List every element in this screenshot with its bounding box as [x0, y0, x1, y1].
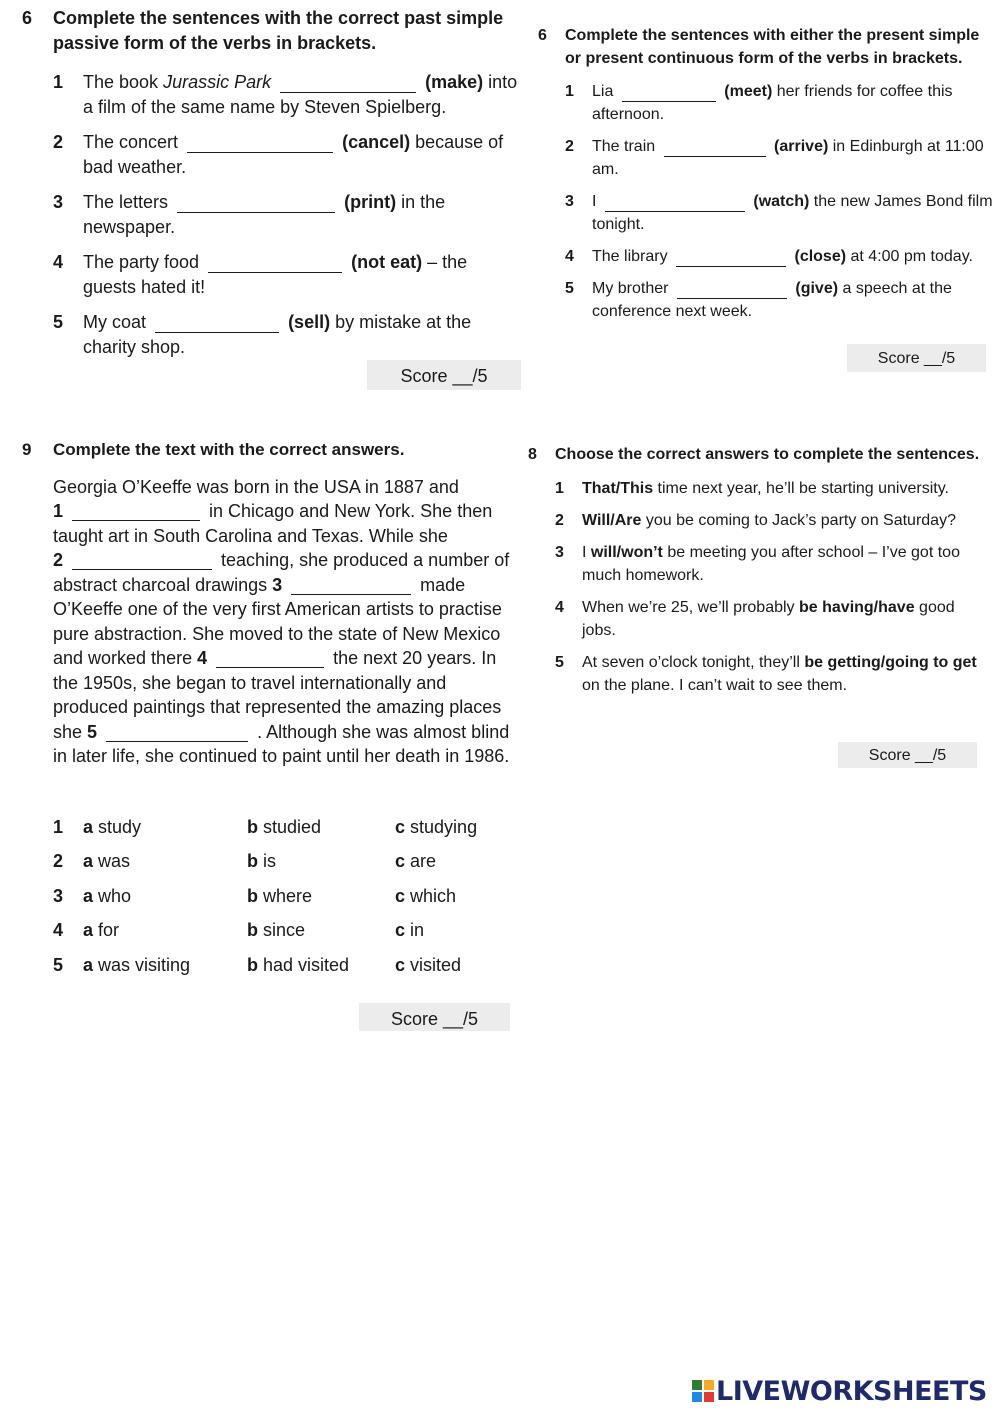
question-number: 3: [53, 192, 64, 212]
option-b[interactable]: [247, 918, 395, 953]
option-letter: a: [83, 885, 94, 906]
question-item: [53, 250, 522, 300]
reading-text: [53, 475, 513, 769]
option-row: [53, 953, 517, 988]
question-text: her friends for coffee this afternoon.: [592, 83, 953, 123]
exercise-number: 6: [538, 27, 547, 44]
question-text: into a film of the same name by Steven Spielberg.: [83, 72, 518, 117]
question-text: The concert: [83, 132, 179, 152]
exercise-past-passive: [22, 6, 522, 370]
exercise-title: Choose the correct answers to complete the sentences.: [555, 446, 980, 463]
option-c[interactable]: [395, 953, 515, 988]
answer-input[interactable]: [177, 194, 335, 213]
question-text: The book: [83, 72, 164, 92]
question-text: because of bad weather.: [83, 132, 504, 177]
exercise-number: 6: [22, 8, 33, 28]
question-number: 4: [565, 248, 574, 265]
exercise-heading: [22, 438, 517, 463]
question-number: 4: [555, 599, 564, 616]
question-text: I: [592, 193, 597, 210]
option-letter: c: [395, 920, 406, 941]
option-a[interactable]: [83, 815, 247, 850]
question-text: on the plane. I can’t wait to see them.: [582, 677, 848, 694]
question-number: 2: [53, 132, 64, 152]
option-letter: c: [395, 851, 406, 872]
option-row: [53, 918, 517, 953]
question-number: 5: [53, 312, 64, 332]
option-number: 5: [53, 954, 64, 975]
question-text: My coat: [83, 312, 147, 332]
option-c[interactable]: [395, 884, 515, 919]
question-item: [53, 130, 522, 180]
logo-text: LIVEWORKSHEETS: [716, 1375, 987, 1407]
gap-input[interactable]: [216, 649, 324, 668]
text-segment: . Although she was almost blind in later life, she continued to paint until her death in 1986.: [53, 721, 510, 766]
option-letter: a: [83, 920, 94, 941]
option-a[interactable]: [83, 953, 247, 988]
option-row: [53, 815, 517, 850]
option-text: are: [410, 851, 437, 872]
question-item: [53, 70, 522, 120]
question-item: [565, 245, 993, 268]
answer-input[interactable]: [187, 134, 333, 153]
question-text: in the newspaper.: [83, 192, 446, 237]
option-c[interactable]: [395, 849, 515, 884]
text-segment: the next 20 years. In the 1950s, she began to travel internationally and produced paintings that represented the amazing places she: [53, 648, 502, 742]
question-text: at 4:00 pm today.: [846, 248, 973, 265]
question-text: a speech at the conference next week.: [592, 280, 952, 320]
question-item: [565, 277, 993, 323]
option-text: who: [98, 885, 132, 906]
question-text: At seven o’clock tonight, they’ll: [582, 654, 805, 671]
exercise-title: Complete the text with the correct answers.: [53, 440, 405, 459]
option-letter: a: [83, 851, 94, 872]
answer-input[interactable]: [676, 248, 786, 267]
exercise-number: 9: [22, 440, 32, 459]
verb-hint: (sell): [288, 312, 331, 332]
question-text: you be coming to Jack’s party on Saturday?: [641, 512, 956, 529]
question-item: [555, 477, 988, 500]
option-b[interactable]: [247, 884, 395, 919]
option-text: studied: [263, 816, 322, 837]
question-item: [555, 651, 988, 697]
option-a[interactable]: [83, 849, 247, 884]
option-b[interactable]: [247, 815, 395, 850]
option-text: where: [263, 885, 313, 906]
gap-number: 5: [87, 721, 98, 742]
answer-input[interactable]: [155, 314, 279, 333]
logo-mark-icon: [692, 1380, 714, 1402]
option-number: 3: [53, 885, 64, 906]
question-text: I: [582, 544, 591, 561]
option-number: 4: [53, 920, 64, 941]
option-letter: c: [395, 816, 406, 837]
question-text: good jobs.: [582, 599, 955, 639]
answer-choice[interactable]: will/won’t: [590, 544, 663, 561]
verb-hint: (not eat): [351, 252, 423, 272]
verb-hint: (print): [344, 192, 397, 212]
exercise-title: Complete the sentences with the correct past simple passive form of the verbs in brackets.: [53, 8, 504, 53]
option-text: was: [98, 851, 131, 872]
exercise-title: Complete the sentences with either the present simple or present continuous form of the verbs in brackets.: [565, 27, 980, 67]
answer-options: [53, 815, 517, 988]
question-number: 5: [555, 654, 564, 671]
score-box: Score __/5: [367, 360, 521, 390]
question-item: [555, 541, 988, 587]
question-text: in Edinburgh at 11:00 am.: [592, 138, 984, 178]
answer-input[interactable]: [208, 254, 342, 273]
question-item: [53, 190, 522, 240]
answer-choice[interactable]: That/This: [582, 480, 654, 497]
exercise-number: 8: [528, 446, 537, 463]
answer-choice[interactable]: be getting/going to get: [804, 654, 977, 671]
option-letter: a: [83, 816, 94, 837]
exercise-heading: [528, 443, 988, 466]
verb-hint: (watch): [753, 193, 810, 210]
option-c[interactable]: [395, 918, 515, 953]
question-text: Lia: [592, 83, 614, 100]
option-letter: a: [83, 954, 94, 975]
question-number: 2: [565, 138, 574, 155]
option-letter: b: [247, 816, 258, 837]
question-text: The party food: [83, 252, 200, 272]
score-box: Score __/5: [838, 742, 977, 768]
question-text: – the guests hated it!: [83, 252, 468, 297]
gap-input[interactable]: [72, 502, 200, 521]
option-letter: b: [247, 920, 258, 941]
option-text: visited: [410, 954, 462, 975]
verb-hint: (meet): [724, 83, 773, 100]
option-c[interactable]: [395, 815, 515, 850]
gap-input[interactable]: [106, 723, 248, 742]
option-number: 2: [53, 851, 64, 872]
option-text: was visiting: [98, 954, 191, 975]
text-segment: in Chicago and New York. She then taught art in South Carolina and Texas. While she: [53, 501, 493, 546]
gap-number: 1: [53, 501, 64, 521]
text-segment: made O’Keeffe one of the very first American artists to practise pure abstraction. She moved to the state of New Mexico and worked there: [53, 574, 502, 668]
question-text: The letters: [83, 192, 169, 212]
option-row: [53, 849, 517, 884]
option-letter: b: [247, 954, 258, 975]
question-item: [565, 190, 993, 236]
option-letter: c: [395, 954, 406, 975]
answer-choice[interactable]: Will/Are: [582, 512, 642, 529]
option-text: study: [98, 816, 142, 837]
answer-choice[interactable]: be having/have: [799, 599, 915, 616]
question-item: [555, 596, 988, 642]
option-text: which: [410, 885, 457, 906]
answer-input[interactable]: [622, 83, 716, 102]
question-item: [555, 509, 988, 532]
exercise-choose-answers: [528, 443, 988, 706]
option-text: for: [98, 920, 120, 941]
gap-number: 4: [197, 648, 208, 668]
answer-input[interactable]: [280, 74, 416, 93]
question-text: by mistake at the charity shop.: [83, 312, 472, 357]
answer-input[interactable]: [664, 138, 766, 157]
option-b[interactable]: [247, 953, 395, 988]
gap-input[interactable]: [291, 576, 411, 595]
gap-input[interactable]: [72, 551, 212, 570]
exercise-heading: [22, 6, 522, 56]
question-item: [565, 135, 993, 181]
exercise-heading: [538, 24, 993, 70]
question-text: time next year, he’ll be starting university.: [653, 480, 949, 497]
option-letter: b: [247, 885, 258, 906]
option-text: in: [410, 920, 425, 941]
option-text: is: [263, 851, 277, 872]
question-number: 2: [555, 512, 564, 529]
verb-hint: (make): [425, 72, 484, 92]
option-number: 1: [53, 816, 64, 837]
verb-hint: (give): [795, 280, 839, 297]
score-box: Score __/5: [847, 344, 986, 372]
question-number: 3: [565, 193, 574, 210]
question-text: be meeting you after school – I’ve got too much homework.: [582, 544, 960, 584]
option-text: studying: [410, 816, 478, 837]
question-item: [53, 310, 522, 360]
exercise-text-completion: [22, 438, 517, 987]
liveworksheets-logo: [692, 1376, 987, 1406]
text-segment: Georgia O’Keeffe was born in the USA in 1887 and: [53, 476, 459, 497]
text-segment: teaching, she produced a number of abstract charcoal drawings: [53, 550, 510, 595]
option-text: had visited: [263, 954, 350, 975]
exercise-present-tenses: [538, 24, 993, 332]
gap-number: 3: [272, 574, 283, 595]
question-text: My brother: [592, 280, 669, 297]
verb-hint: (arrive): [774, 138, 829, 155]
option-letter: c: [395, 885, 406, 906]
answer-input[interactable]: [677, 280, 787, 299]
question-number: 5: [565, 280, 574, 297]
verb-hint: (close): [794, 248, 847, 265]
option-row: [53, 884, 517, 919]
question-number: 3: [555, 544, 564, 561]
question-number: 4: [53, 252, 64, 272]
question-number: 1: [565, 83, 574, 100]
question-number: 1: [53, 72, 64, 92]
gap-number: 2: [53, 550, 64, 570]
verb-hint: (cancel): [342, 132, 411, 152]
option-b[interactable]: [247, 849, 395, 884]
question-text: When we’re 25, we’ll probably: [582, 599, 799, 616]
option-letter: b: [247, 851, 258, 872]
option-a[interactable]: [83, 884, 247, 919]
question-text: the new James Bond film tonight.: [592, 193, 993, 233]
question-number: 1: [555, 480, 564, 497]
score-box: Score __/5: [359, 1003, 510, 1031]
question-item: [565, 80, 993, 126]
question-text: The train: [592, 138, 656, 155]
question-text: The library: [592, 248, 668, 265]
option-a[interactable]: [83, 918, 247, 953]
option-text: since: [263, 920, 306, 941]
book-title: Jurassic Park: [163, 72, 272, 92]
answer-input[interactable]: [605, 193, 745, 212]
